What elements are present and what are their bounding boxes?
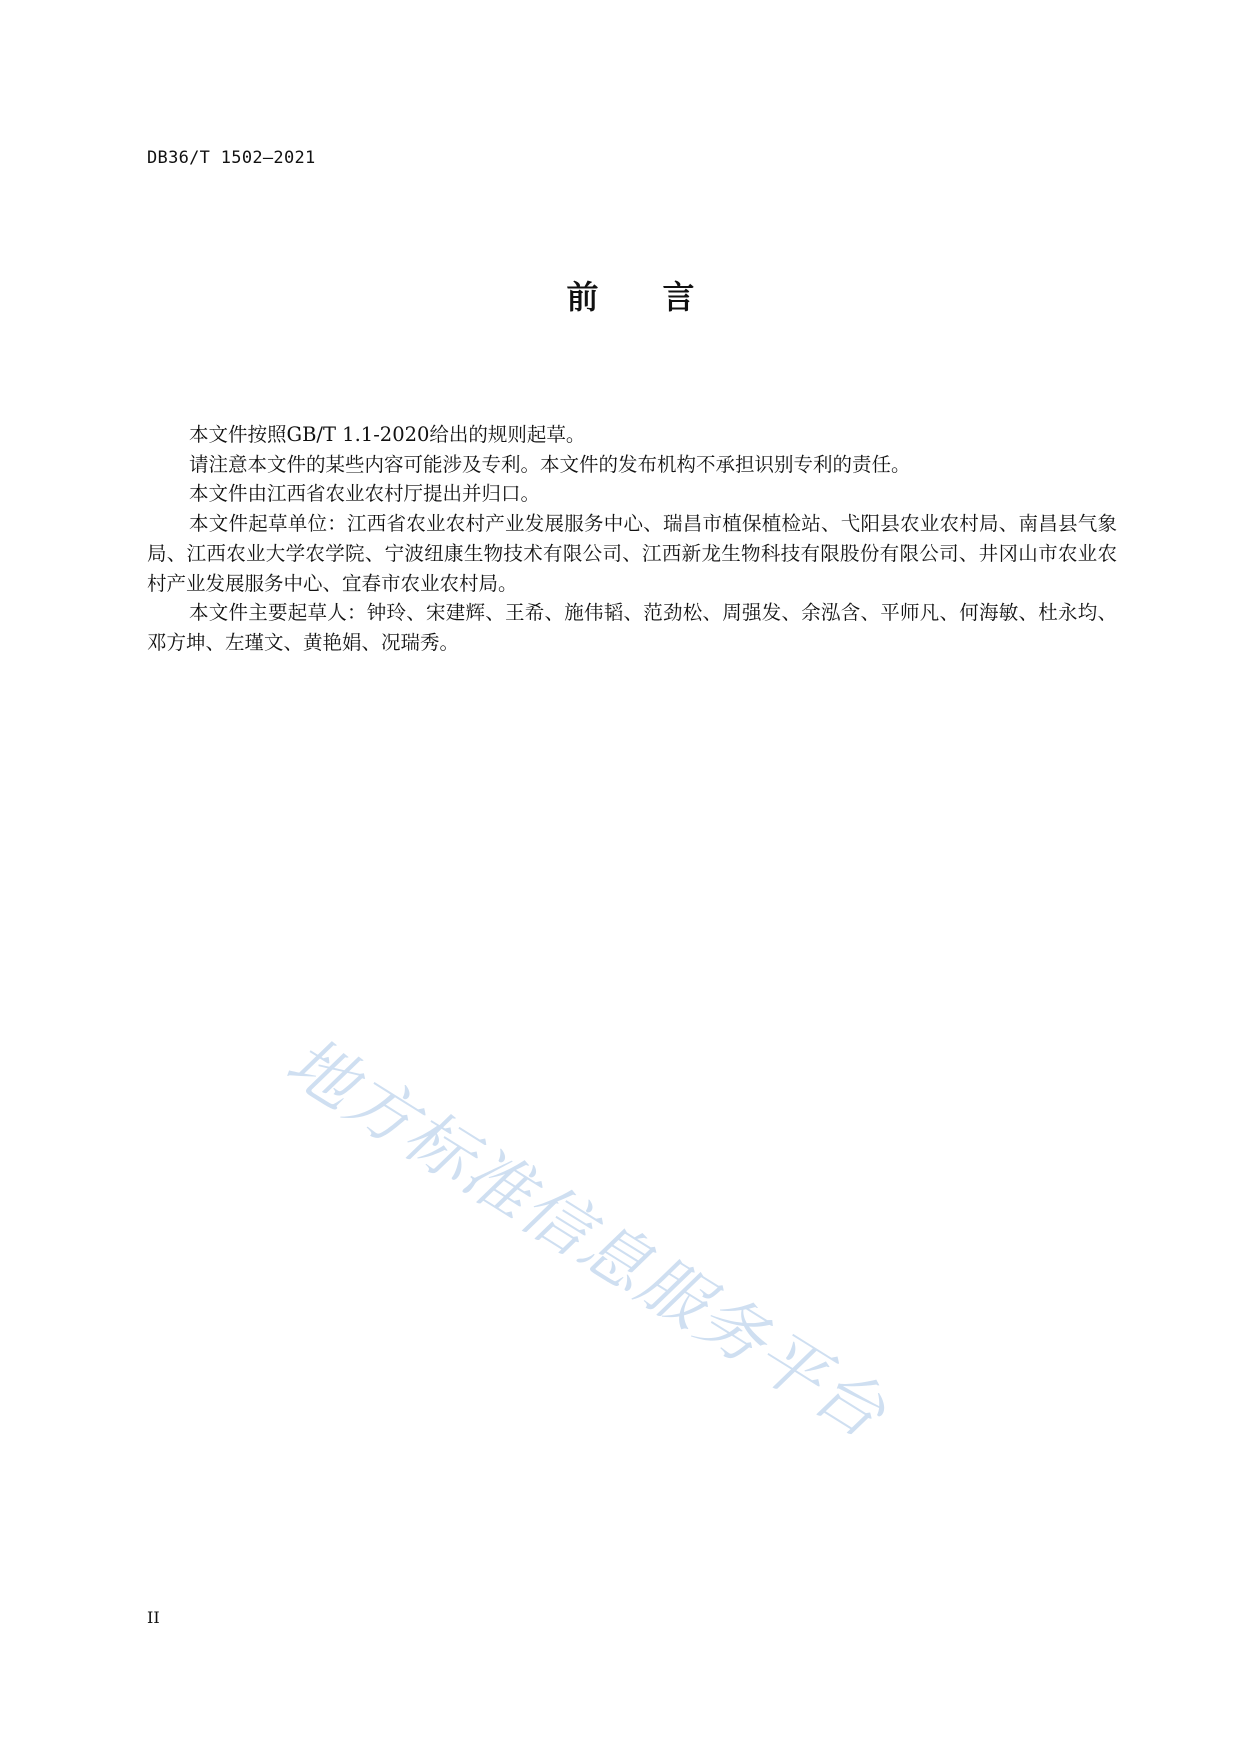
page-title: 前 言 (566, 278, 695, 316)
paragraph-drafters: 本文件主要起草人：钟玲、宋建辉、王希、施伟韬、范劲松、周强发、余泓含、平师凡、何海敏、杜永均、邓方坤、左瑾文、黄艳娟、况瑞秀。 (147, 601, 1117, 654)
paragraph-drafting-units: 本文件起草单位：江西省农业农村产业发展服务中心、瑞昌市植保植检站、弋阳县农业农村局、南昌县气象局、江西农业大学农学院、宁波纽康生物技术有限公司、江西新龙生物科技有限股份有限公司、井冈山市农业农村产业发展服务中心、宜春市农业农村局。 (147, 512, 1117, 595)
foreword-body (147, 420, 1117, 658)
page-number: II (147, 1608, 160, 1627)
document-code: DB36/T 1502—2021 (147, 148, 316, 168)
paragraph-patent-notice: 请注意本文件的某些内容可能涉及专利。本文件的发布机构不承担识别专利的责任。 (189, 452, 911, 476)
paragraph-proposer: 本文件由江西省农业农村厅提出并归口。 (189, 482, 541, 506)
watermark: 地方标准信息服务平台 (273, 1021, 900, 1454)
paragraph-drafting-rules: 本文件按照GB/T 1.1-2020给出的规则起草。 (189, 423, 586, 446)
